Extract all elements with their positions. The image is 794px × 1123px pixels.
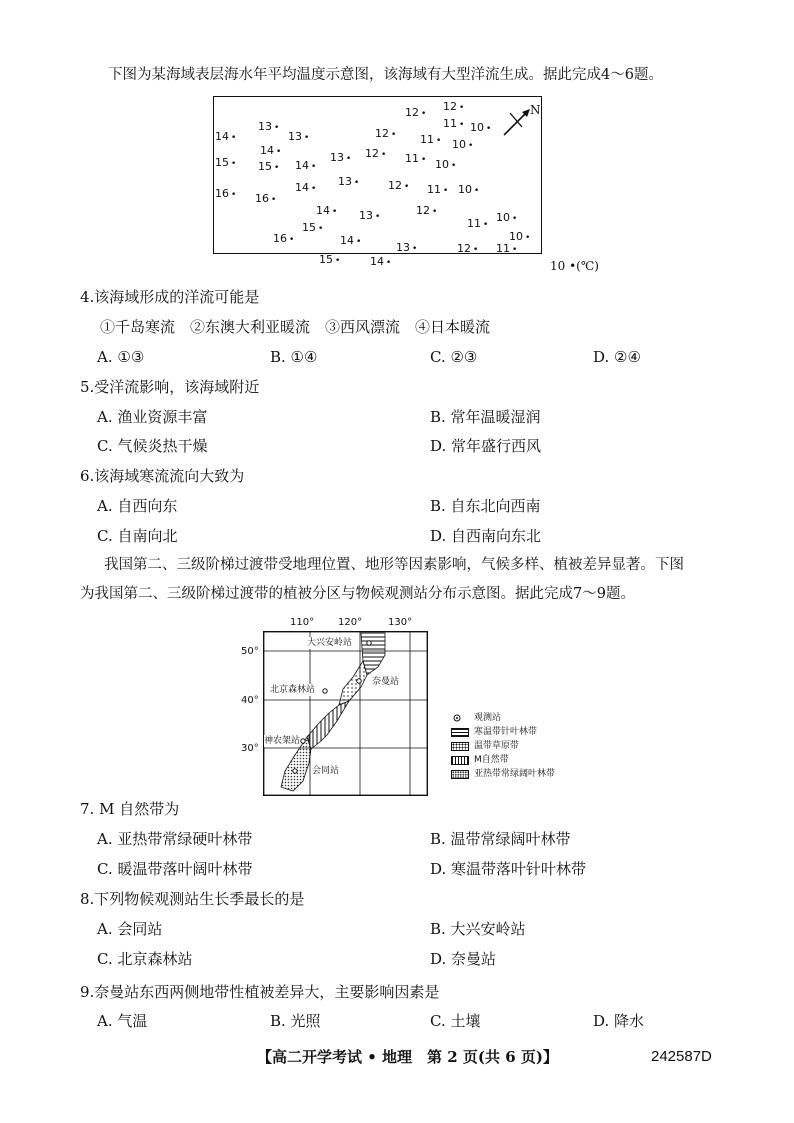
q6-stem: 6.该海域寒流流向大致为 [80,467,245,485]
q5-option-a: A. 渔业资源丰富 [97,408,208,426]
q4-stem: 4.该海域形成的洋流可能是 [80,288,260,306]
temperature-point: 11 • [467,217,489,230]
station-symbol-icon [451,713,469,723]
q4-option-b: B. ①④ [270,348,318,366]
temperature-point: 11 • [443,117,465,130]
lon-label-120: 120° [338,617,363,628]
temperature-point: 10 • [435,158,457,171]
station-label-shennongjia: 神农架站 [264,736,301,746]
temperature-point: 12 • [365,147,387,160]
station-label-naiman: 奈曼站 [372,677,400,687]
legend-label-subtropical: 亚热带常绿阔叶林带 [474,769,556,779]
temperature-point: 12 • [405,106,427,119]
temperature-unit-label: 10 •(℃) [550,259,599,273]
temperature-point: 10 • [452,138,474,151]
north-label: N [530,103,541,117]
legend-swatch-m-zone [451,756,469,765]
temperature-point: 14 • [260,144,282,157]
intro-text-1: 下图为某海域表层海水年平均温度示意图，该海域有大型洋流生成。据此完成4～6题。 [108,67,663,83]
q6-option-c: C. 自南向北 [97,527,178,545]
q4-items: ①千岛寒流 ②东澳大利亚暖流 ③西风漂流 ④日本暖流 [100,318,491,336]
temperature-point: 16 • [273,232,295,245]
temperature-point: 12 • [457,242,479,255]
temperature-point: 15 • [302,221,324,234]
station-label-huitong: 会同站 [312,766,340,776]
legend-label-grassland: 温带草原带 [474,741,520,751]
temperature-point: 11 • [405,152,427,165]
footer-code: 242587D [651,1048,712,1065]
legend-swatch-subtropical [451,770,469,779]
q5-option-c: C. 气候炎热干燥 [97,437,208,455]
legend-swatch-grassland [451,742,469,751]
q9-option-d: D. 降水 [593,1012,645,1030]
temperature-point: 16 • [215,187,237,200]
q4-option-d: D. ②④ [593,348,641,366]
q5-option-d: D. 常年盛行西风 [430,437,542,455]
temperature-point: 13 • [288,130,310,143]
legend-swatch-coniferous [451,728,469,737]
q9-option-c: C. 土壤 [430,1012,481,1030]
temperature-point: 10 • [458,183,480,196]
q5-option-b: B. 常年温暖湿润 [430,408,541,426]
lon-label-110: 110° [290,617,315,628]
lat-label-50: 50° [241,646,259,657]
q6-option-d: D. 自西南向东北 [430,527,542,545]
footer-title: 【高二开学考试 • 地理 第 2 页(共 6 页)】 [257,1048,558,1066]
temperature-point: 12 • [443,100,465,113]
q9-stem: 9.奈曼站东西两侧地带性植被差异大，主要影响因素是 [80,983,440,1001]
lon-label-130: 130° [388,617,413,628]
temperature-point: 16 • [255,192,277,205]
station-label-beijing-forest: 北京森林站 [270,685,316,695]
q7-option-d: D. 寒温带落叶针叶林带 [430,860,587,878]
q5-stem: 5.受洋流影响，该海域附近 [80,378,260,396]
q4-option-c: C. ②③ [430,348,478,366]
q7-option-b: B. 温带常绿阔叶林带 [430,830,571,848]
temperature-point: 14 • [295,181,317,194]
lat-label-40: 40° [241,695,259,706]
q6-option-b: B. 自东北向西南 [430,497,541,515]
intro-text-2-line-1: 我国第二、三级阶梯过渡带受地理位置、地形等因素影响，气候多样、植被差异显著。下图 [104,557,684,573]
temperature-point: 10 • [496,211,518,224]
temperature-point: 11 • [427,183,449,196]
temperature-point: 14 • [215,130,237,143]
temperature-point: 12 • [375,127,397,140]
q4-option-a: A. ①③ [97,348,145,366]
q7-option-a: A. 亚热带常绿硬叶林带 [97,830,253,848]
temperature-point: 10 • [470,121,492,134]
legend-label-station: 观测站 [474,713,502,723]
q6-option-a: A. 自西向东 [97,497,178,515]
legend-label-coniferous: 寒温带针叶林带 [474,727,538,737]
temperature-point: 13 • [338,175,360,188]
q7-option-c: C. 暖温带落叶阔叶林带 [97,860,253,878]
temperature-point: 14 • [316,204,338,217]
vegetation-zone-map [263,631,428,796]
q9-option-b: B. 光照 [270,1012,321,1030]
temperature-point: 14 • [340,234,362,247]
temperature-point: 10 • [509,230,531,243]
temperature-point: 11 • [496,242,518,255]
temperature-point: 14 • [295,159,317,172]
q9-option-a: A. 气温 [97,1012,148,1030]
temperature-point: 13 • [258,120,280,133]
temperature-point: 14 • [370,255,392,268]
temperature-point: 13 • [396,241,418,254]
temperature-point: 15 • [215,156,237,169]
lat-label-30: 30° [241,743,259,754]
q8-option-d: D. 奈曼站 [430,950,497,968]
q8-option-c: C. 北京森林站 [97,950,193,968]
temperature-point: 11 • [420,133,442,146]
temperature-point: 15 • [319,253,341,266]
temperature-point: 13 • [330,151,352,164]
intro-text-2-line-2: 为我国第二、三级阶梯过渡带的植被分区与物候观测站分布示意图。据此完成7～9题。 [80,586,635,602]
station-label-daxinganling: 大兴安岭站 [307,638,353,648]
temperature-point: 13 • [359,209,381,222]
q7-stem: 7. M 自然带为 [80,800,180,818]
temperature-point: 12 • [388,179,410,192]
legend-label-m-zone: M自然带 [474,755,509,765]
q8-option-b: B. 大兴安岭站 [430,920,526,938]
temperature-point: 12 • [416,204,438,217]
q8-option-a: A. 会同站 [97,920,163,938]
temperature-point: 15 • [258,160,280,173]
q8-stem: 8.下列物候观测站生长季最长的是 [80,890,305,908]
